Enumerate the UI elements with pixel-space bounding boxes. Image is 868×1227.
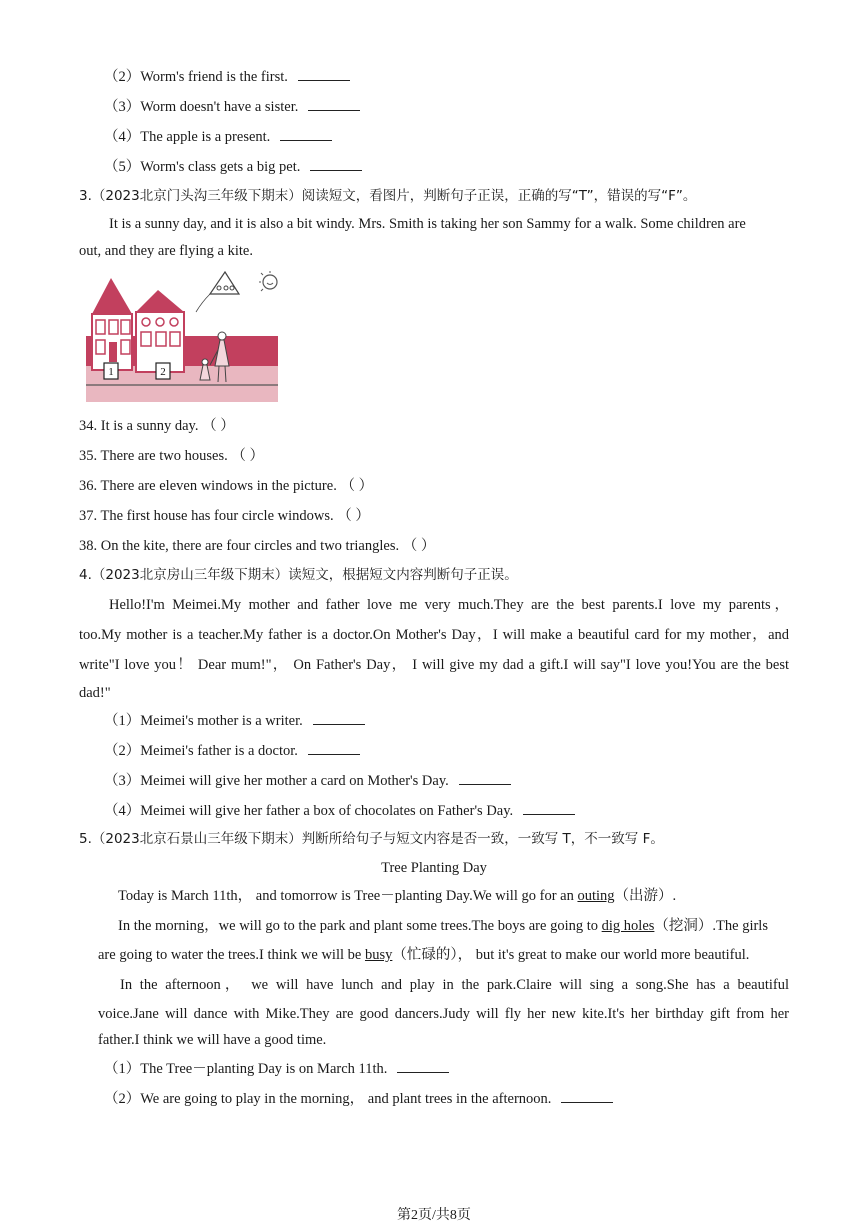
- list-item: [104, 800, 575, 821]
- question-text: 37. The first house has four circle windows.: [79, 508, 334, 524]
- underlined-word: outing: [577, 888, 615, 904]
- text-segment: （忙碌的）， but it's great to make our world more beautiful.: [392, 947, 750, 963]
- item-text: We are going to play in the morning， and plant trees in the afternoon.: [140, 1091, 552, 1107]
- item-text: Meimei will give her mother a card on Mother's Day.: [140, 773, 449, 789]
- list-item: [104, 126, 332, 147]
- item-number: （3）: [104, 99, 141, 115]
- answer-blank[interactable]: [308, 740, 360, 755]
- passage-line: out, and they are flying a kite.: [79, 243, 253, 259]
- item-text: The apple is a present.: [140, 129, 271, 145]
- item-text: Meimei's mother is a writer.: [140, 713, 303, 729]
- item-text: The Tree－planting Day is on March 11th.: [140, 1061, 388, 1077]
- question-header: 5.（2023北京石景山三年级下期末）判断所给句子与短文内容是否一致，一致写 T，不一致写 F。: [79, 831, 664, 847]
- passage-title: Tree Planting Day: [381, 860, 487, 876]
- house-label: 2: [160, 366, 166, 378]
- passage-line: dad!": [79, 685, 111, 701]
- list-item: [104, 96, 360, 117]
- item-number: （4）: [104, 803, 141, 819]
- passage-line: father.I think we will have a good time.: [98, 1032, 327, 1048]
- answer-blank[interactable]: [523, 800, 575, 815]
- answer-blank[interactable]: [397, 1058, 449, 1073]
- list-item: [104, 710, 365, 731]
- question-item: [79, 536, 435, 556]
- answer-blank[interactable]: [280, 126, 332, 141]
- text-segment: Today is March 11th， and tomorrow is Tree－planting Day.We will go for an: [118, 888, 578, 904]
- item-number: （1）: [104, 1061, 141, 1077]
- list-item: [104, 1088, 613, 1109]
- item-number: （2）: [104, 743, 141, 759]
- question-header: 3.（2023北京门头沟三年级下期末）阅读短文，看图片，判断句子正误，正确的写“T”，错误的写“F”。: [79, 188, 697, 204]
- item-number: （5）: [104, 159, 141, 175]
- passage-line: voice.Jane will dance with Mike.They are good dancers.Judy will fly her new kite.It's her birthday gift from her: [98, 1006, 789, 1022]
- answer-blank[interactable]: [310, 156, 362, 171]
- houses-kite-picture: [86, 270, 278, 402]
- item-text: Worm's friend is the first.: [140, 69, 288, 85]
- item-number: （3）: [104, 773, 141, 789]
- answer-paren[interactable]: （ ）: [337, 508, 370, 524]
- text-segment: （挖洞）.The girls: [654, 918, 768, 934]
- underlined-word: busy: [364, 947, 393, 963]
- answer-blank[interactable]: [313, 710, 365, 725]
- passage-line: Hello!I'm Meimei.My mother and father love me very much.They are the best parents.I love my parents，: [109, 597, 789, 613]
- house-label: 1: [108, 366, 114, 378]
- question-text: 34. It is a sunny day.: [79, 418, 199, 434]
- passage-line: In the afternoon， we will have lunch and play in the park.Claire will sing a song.She has a beautiful: [120, 977, 789, 993]
- item-number: （4）: [104, 129, 141, 145]
- passage: [79, 214, 789, 234]
- item-number: （2）: [104, 69, 141, 85]
- passage-line: [98, 945, 749, 965]
- text-segment: are going to water the trees.I think we will be: [98, 947, 365, 963]
- passage-line: [118, 916, 768, 936]
- answer-paren[interactable]: （ ）: [402, 538, 436, 554]
- question-item: [79, 476, 373, 496]
- question-text: 35. There are two houses.: [79, 448, 228, 464]
- passage-line: It is a sunny day, and it is also a bit windy. Mrs. Smith is taking her son Sammy for a walk. Some children are: [109, 216, 746, 232]
- answer-blank[interactable]: [459, 770, 511, 785]
- item-text: Worm's class gets a big pet.: [140, 159, 301, 175]
- list-item: [104, 156, 362, 177]
- answer-paren[interactable]: （ ）: [202, 418, 235, 434]
- answer-paren[interactable]: （ ）: [340, 478, 374, 494]
- question-text: 38. On the kite, there are four circles and two triangles.: [79, 538, 400, 554]
- item-text: Meimei's father is a doctor.: [140, 743, 298, 759]
- answer-blank[interactable]: [561, 1088, 613, 1103]
- question-item: [79, 506, 370, 526]
- passage-line: [118, 886, 676, 906]
- text-segment: In the morning，we will go to the park and plant some trees.The boys are going to: [118, 918, 602, 934]
- item-text: Worm doesn't have a sister.: [140, 99, 299, 115]
- item-number: （1）: [104, 713, 141, 729]
- text-segment: （出游）.: [614, 888, 677, 904]
- item-text: Meimei will give her father a box of chocolates on Father's Day.: [140, 803, 514, 819]
- question-item: [79, 446, 264, 466]
- answer-blank[interactable]: [298, 66, 350, 81]
- answer-paren[interactable]: （ ）: [231, 448, 264, 464]
- underlined-word: dig holes: [601, 918, 655, 934]
- question-header: 4.（2023北京房山三年级下期末）读短文，根据短文内容判断句子正误。: [79, 567, 518, 583]
- list-item: [104, 66, 350, 87]
- passage-line: write"I love you！ Dear mum!"， On Father's Day， I will give my dad a gift.I will say"I love you!You are the best: [79, 657, 789, 673]
- question-item: [79, 416, 235, 436]
- passage-line: too.My mother is a teacher.My father is a doctor.On Mother's Day，I will make a beautiful card for my mother，and: [79, 627, 789, 643]
- list-item: [104, 740, 360, 761]
- list-item: [104, 1058, 449, 1079]
- question-text: 36. There are eleven windows in the picture.: [79, 478, 337, 494]
- page-number: 第2页/共8页: [397, 1208, 471, 1223]
- answer-blank[interactable]: [308, 96, 360, 111]
- item-number: （2）: [104, 1091, 141, 1107]
- list-item: [104, 770, 511, 791]
